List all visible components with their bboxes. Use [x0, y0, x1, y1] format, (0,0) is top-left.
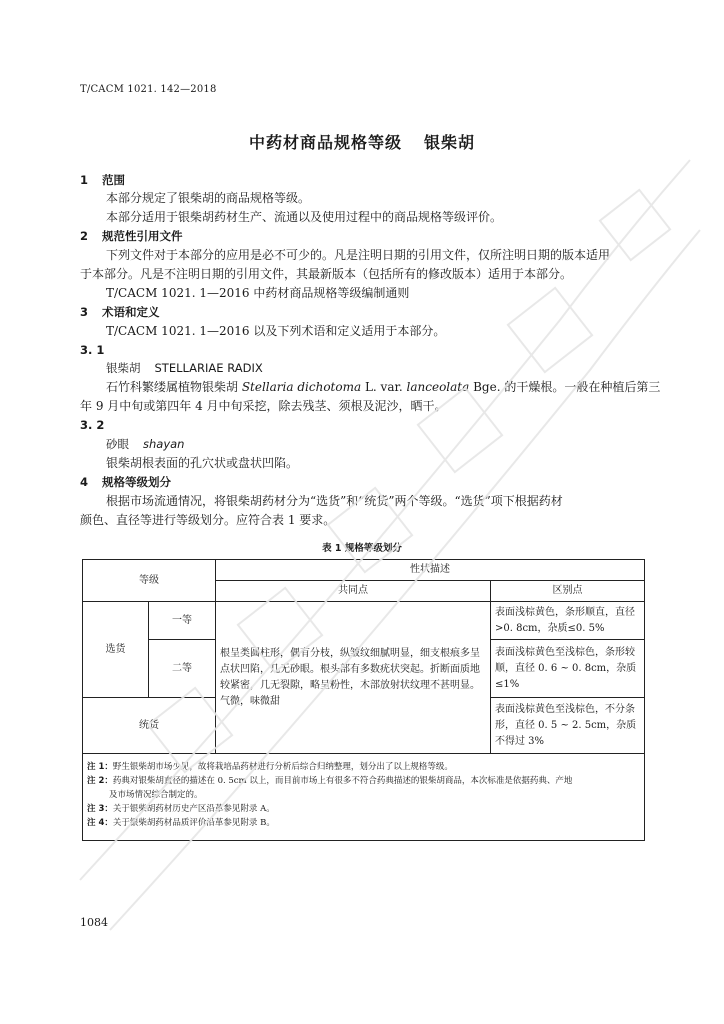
cell-diff-yideng: 表面浅棕黄色，条形顺直，直径 >0. 8cm，杂质≤0. 5% [491, 602, 645, 640]
section-2-para-2: T/CACM 1021. 1—2016 中药材商品规格等级编制通则 [106, 286, 410, 300]
section-2-heading: 2 规范性引用文件 [80, 229, 183, 243]
standard-code: T/CACM 1021. 142—2018 [80, 84, 217, 95]
section-1-para-1: 本部分规定了银柴胡的商品规格等级。 [106, 191, 311, 205]
cell-xuanhuo: 选货 [83, 602, 149, 698]
term-3-2: 砂眼 shayan [106, 437, 185, 451]
section-4-para-1a: 根据市场流通情况，将银柴胡药材分为“选货”和“统货”两个等级。“选货”项下根据药材 [106, 494, 563, 508]
grade-table [82, 559, 645, 841]
note-2-continued: 及市场情况综合制定的。 [109, 790, 203, 800]
section-3-heading: 3 术语和定义 [80, 305, 160, 319]
header-diff: 区别点 [491, 581, 645, 602]
table-row [83, 602, 645, 640]
title-sub: 银柴胡 [424, 133, 476, 152]
definition-3-2: 银柴胡根表面的孔穴状或盘状凹陷。 [106, 456, 299, 470]
title-main: 中药材商品规格等级 [248, 133, 402, 152]
table-notes-row [83, 754, 645, 841]
cell-common-traits: 根呈类圆柱形，偶有分枝，纵皱纹细腻明显，细支根痕多呈点状凹陷，几无砂眼。根头部有多数疣状突起。折断面质地较紧密，几无裂隙，略呈粉性，木部放射状纹理不甚明显。气微，味微甜 [216, 602, 491, 754]
cell-erdeng: 二等 [149, 640, 216, 698]
header-common: 共同点 [216, 581, 491, 602]
table-caption: 表 1 规格等级划分 [322, 543, 402, 554]
note-3: 注 3：关于银柴胡药材历史产区沿革参见附录 A。 [87, 804, 275, 814]
cell-tonghuo: 统货 [83, 698, 216, 754]
page-title [0, 130, 724, 153]
note-2: 注 2：药典对银柴胡直径的描述在 0. 5cm 以上，而目前市场上有很多不符合药典描述的银柴胡商品，本次标准是依据药典、产地 [87, 776, 573, 786]
definition-3-1-line-1: 石竹科繁缕属植物银柴胡 Stellaria dichotoma L. var. lanceolata Bge. 的干燥根。一般在种植后第三 [106, 380, 661, 394]
header-traits: 性状描述 [216, 560, 645, 581]
table-notes [83, 754, 645, 841]
cell-diff-tonghuo: 表面浅棕黄色至浅棕色，不分条形，直径 0. 5 ~ 2. 5cm，杂质不得过 3% [491, 698, 645, 754]
section-2-para-1b: 于本部分。凡是不注明日期的引用文件，其最新版本（包括所有的修改版本）适用于本部分。 [80, 267, 573, 281]
section-3-para-1: T/CACM 1021. 1—2016 以及下列术语和定义适用于本部分。 [106, 324, 446, 338]
cell-yideng: 一等 [149, 602, 216, 640]
definition-3-1-line-2: 年 9 月中旬或第四年 4 月中旬采挖，除去残茎、须根及泥沙，晒干。 [80, 399, 447, 413]
header-grade: 等级 [83, 560, 216, 602]
term-3-1: 银柴胡 STELLARIAE RADIX [106, 361, 263, 375]
page-number: 1084 [80, 916, 108, 929]
section-4-heading: 4 规格等级划分 [80, 475, 171, 489]
cell-diff-erdeng: 表面浅棕黄色至浅棕色，条形较顺，直径 0. 6 ~ 0. 8cm，杂质≤1% [491, 640, 645, 698]
section-4-para-1b: 颜色、直径等进行等级划分。应符合表 1 要求。 [80, 513, 336, 527]
section-3-1-number: 3. 1 [80, 343, 105, 357]
section-1-para-2: 本部分适用于银柴胡药材生产、流通以及使用过程中的商品规格等级评价。 [106, 210, 503, 224]
note-1: 注 1：野生银柴胡市场少见，故将栽培品药材进行分析后综合归纳整理，划分出了以上规格等级。 [87, 762, 453, 772]
section-1-heading: 1 范围 [80, 173, 125, 187]
section-2-para-1a: 下列文件对于本部分的应用是必不可少的。凡是注明日期的引用文件，仅所注明日期的版本适用 [106, 248, 611, 262]
table-header-row-1 [83, 560, 645, 581]
note-4: 注 4：关于银柴胡药材品质评价沿革参见附录 B。 [87, 818, 275, 828]
section-3-2-number: 3. 2 [80, 418, 105, 432]
